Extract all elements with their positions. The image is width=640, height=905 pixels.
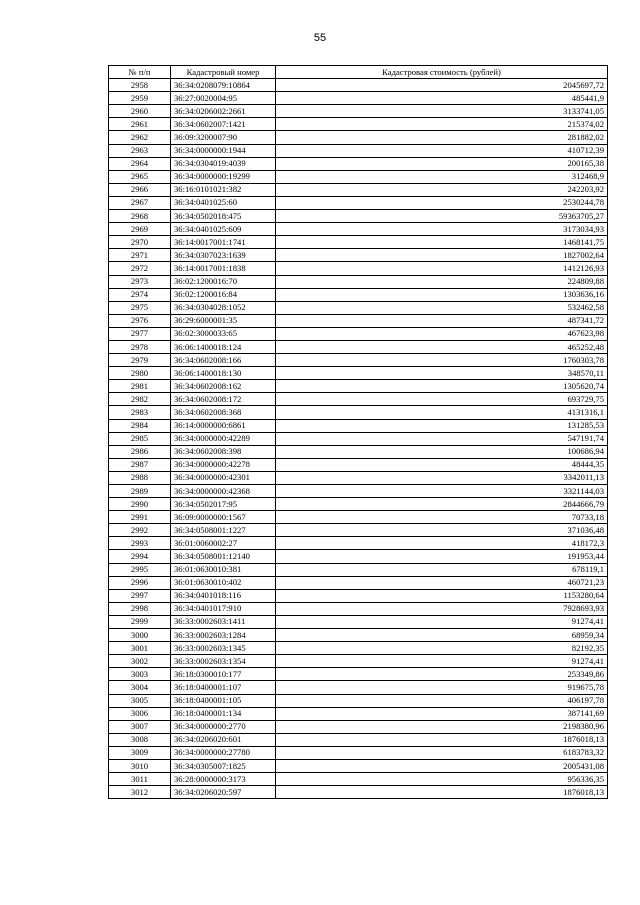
cadastral-value-cell: 693729,75 <box>276 393 608 406</box>
table-row <box>109 746 608 759</box>
cadastral-value-cell: 410712,39 <box>276 144 608 157</box>
row-number-cell: 2977 <box>109 327 171 340</box>
row-number-cell: 3011 <box>109 773 171 786</box>
cadastral-value-cell: 2198380,96 <box>276 720 608 733</box>
row-number-cell: 2986 <box>109 445 171 458</box>
page-number: 55 <box>313 32 327 44</box>
row-number-cell: 2994 <box>109 550 171 563</box>
cadastral-value-cell: 956336,35 <box>276 773 608 786</box>
cadastral-number-cell: 36:27:0020004:95 <box>171 92 276 105</box>
row-number-cell: 2964 <box>109 157 171 170</box>
cadastral-number-cell: 36:34:0208079:10864 <box>171 79 276 92</box>
row-number-cell: 2966 <box>109 183 171 196</box>
cadastral-number-cell: 36:01:0630010:381 <box>171 563 276 576</box>
row-number-cell: 2976 <box>109 314 171 327</box>
cadastral-value-cell: 200165,38 <box>276 157 608 170</box>
cadastral-value-cell: 1876018,13 <box>276 733 608 746</box>
row-number-cell: 2987 <box>109 458 171 471</box>
row-number-cell: 2967 <box>109 196 171 209</box>
cadastral-value-cell: 253349,86 <box>276 668 608 681</box>
table-row <box>109 786 608 799</box>
row-number-cell: 2980 <box>109 367 171 380</box>
table-row <box>109 406 608 419</box>
cadastral-number-cell: 36:34:0000000:42278 <box>171 458 276 471</box>
cadastral-number-cell: 36:01:0630010:402 <box>171 576 276 589</box>
row-number-cell: 3010 <box>109 759 171 772</box>
cadastral-value-cell: 485441,9 <box>276 92 608 105</box>
cadastral-number-cell: 36:34:0502017:95 <box>171 498 276 511</box>
cadastral-value-cell: 2005431,08 <box>276 759 608 772</box>
cadastral-number-cell: 36:14:0017001:1838 <box>171 262 276 275</box>
table-row <box>109 393 608 406</box>
cadastral-number-cell: 36:34:0304028:1052 <box>171 301 276 314</box>
cadastral-value-cell: 312468,9 <box>276 170 608 183</box>
cadastral-number-cell: 36:34:0206020:601 <box>171 733 276 746</box>
table-row <box>109 458 608 471</box>
cadastral-number-cell: 36:18:0400001:134 <box>171 707 276 720</box>
cadastral-number-cell: 36:34:0401025:609 <box>171 223 276 236</box>
cadastral-value-cell: 242203,92 <box>276 183 608 196</box>
table-row <box>109 524 608 537</box>
table-row <box>109 275 608 288</box>
table-row <box>109 419 608 432</box>
table-row <box>109 236 608 249</box>
cadastral-number-cell: 36:34:0000000:2770 <box>171 720 276 733</box>
cadastral-number-cell: 36:18:0300010:177 <box>171 668 276 681</box>
row-number-cell: 3001 <box>109 642 171 655</box>
cadastral-value-cell: 6183783,32 <box>276 746 608 759</box>
table-row <box>109 589 608 602</box>
cadastral-number-cell: 36:33:0002603:1411 <box>171 615 276 628</box>
table-row <box>109 602 608 615</box>
row-number-cell: 2962 <box>109 131 171 144</box>
cadastral-value-cell: 68959,34 <box>276 629 608 642</box>
table-row <box>109 131 608 144</box>
cadastral-number-cell: 36:01:0060002:27 <box>171 537 276 550</box>
cadastral-value-cell: 1468141,75 <box>276 236 608 249</box>
row-number-cell: 2968 <box>109 210 171 223</box>
cadastral-number-cell: 36:34:0206020:597 <box>171 786 276 799</box>
table-row <box>109 301 608 314</box>
cadastral-number-cell: 36:34:0602008:172 <box>171 393 276 406</box>
cadastral-value-cell: 467623,98 <box>276 327 608 340</box>
row-number-cell: 2981 <box>109 380 171 393</box>
cadastral-number-cell: 36:33:0002603:1345 <box>171 642 276 655</box>
table-row <box>109 432 608 445</box>
table-row <box>109 367 608 380</box>
cadastral-value-cell: 1305620,74 <box>276 380 608 393</box>
cadastral-value-cell: 1760303,78 <box>276 354 608 367</box>
cadastral-number-cell: 36:09:3200007:90 <box>171 131 276 144</box>
cadastral-number-cell: 36:33:0002603:1284 <box>171 629 276 642</box>
cadastral-value-cell: 224809,88 <box>276 275 608 288</box>
table-row <box>109 642 608 655</box>
table-row <box>109 537 608 550</box>
table-row <box>109 288 608 301</box>
cadastral-number-cell: 36:34:0602008:162 <box>171 380 276 393</box>
table-row <box>109 105 608 118</box>
cadastral-value-cell: 371036,48 <box>276 524 608 537</box>
cadastral-value-cell: 3173034,93 <box>276 223 608 236</box>
table-row <box>109 681 608 694</box>
row-number-cell: 2992 <box>109 524 171 537</box>
row-number-cell: 2975 <box>109 301 171 314</box>
table-row <box>109 576 608 589</box>
table-row <box>109 720 608 733</box>
cadastral-value-cell: 91274,41 <box>276 655 608 668</box>
row-number-cell: 3002 <box>109 655 171 668</box>
cadastral-value-cell: 1303636,16 <box>276 288 608 301</box>
table-row <box>109 196 608 209</box>
cadastral-value-cell: 215374,02 <box>276 118 608 131</box>
table-row <box>109 563 608 576</box>
cadastral-number-cell: 36:02:1200016:70 <box>171 275 276 288</box>
table-row <box>109 144 608 157</box>
row-number-cell: 2961 <box>109 118 171 131</box>
table-row <box>109 314 608 327</box>
cadastral-value-cell: 406197,78 <box>276 694 608 707</box>
table-row <box>109 694 608 707</box>
row-number-cell: 2958 <box>109 79 171 92</box>
row-number-cell: 2985 <box>109 432 171 445</box>
table-row <box>109 773 608 786</box>
row-number-cell: 3009 <box>109 746 171 759</box>
cadastral-value-cell: 281882,02 <box>276 131 608 144</box>
row-number-cell: 2960 <box>109 105 171 118</box>
row-number-cell: 2982 <box>109 393 171 406</box>
cadastral-value-cell: 465252,48 <box>276 340 608 353</box>
table-row <box>109 511 608 524</box>
row-number-cell: 2969 <box>109 223 171 236</box>
cadastral-value-cell: 387141,69 <box>276 707 608 720</box>
table-row <box>109 223 608 236</box>
cadastral-value-cell: 2844666,79 <box>276 498 608 511</box>
cadastral-number-cell: 36:34:0000000:1944 <box>171 144 276 157</box>
row-number-cell: 2972 <box>109 262 171 275</box>
cadastral-value-cell: 82192,35 <box>276 642 608 655</box>
cadastral-value-cell: 3321144,03 <box>276 485 608 498</box>
table-row <box>109 498 608 511</box>
cadastral-number-cell: 36:34:0307023:1639 <box>171 249 276 262</box>
cadastral-number-cell: 36:34:0000000:42289 <box>171 432 276 445</box>
cadastral-value-cell: 3342011,13 <box>276 471 608 484</box>
cadastral-number-cell: 36:29:6000001:35 <box>171 314 276 327</box>
row-number-cell: 3008 <box>109 733 171 746</box>
cadastral-number-cell: 36:06:1400018:124 <box>171 340 276 353</box>
cadastral-number-cell: 36:34:0401017:910 <box>171 602 276 615</box>
row-number-cell: 2997 <box>109 589 171 602</box>
row-number-cell: 2984 <box>109 419 171 432</box>
row-number-cell: 3006 <box>109 707 171 720</box>
header-cadastral-number: Кадастровый номер <box>171 66 276 79</box>
row-number-cell: 2971 <box>109 249 171 262</box>
table-row <box>109 668 608 681</box>
table-row <box>109 249 608 262</box>
cadastral-value-cell: 1827002,64 <box>276 249 608 262</box>
cadastral-number-cell: 36:34:0602007:1421 <box>171 118 276 131</box>
cadastral-value-table <box>108 65 608 799</box>
cadastral-number-cell: 36:02:3000033:65 <box>171 327 276 340</box>
cadastral-value-cell: 1153280,64 <box>276 589 608 602</box>
row-number-cell: 3004 <box>109 681 171 694</box>
header-cadastral-value: Кадастровая стоимость (рублей) <box>276 66 608 79</box>
cadastral-number-cell: 36:34:0000000:27780 <box>171 746 276 759</box>
cadastral-number-cell: 36:34:0401018:116 <box>171 589 276 602</box>
cadastral-value-cell: 48444,35 <box>276 458 608 471</box>
row-number-cell: 3000 <box>109 629 171 642</box>
cadastral-number-cell: 36:33:0002603:1354 <box>171 655 276 668</box>
table-row <box>109 262 608 275</box>
cadastral-number-cell: 36:34:0304019:4039 <box>171 157 276 170</box>
row-number-cell: 2995 <box>109 563 171 576</box>
cadastral-number-cell: 36:28:0000000:3173 <box>171 773 276 786</box>
row-number-cell: 3005 <box>109 694 171 707</box>
row-number-cell: 2973 <box>109 275 171 288</box>
table-row <box>109 615 608 628</box>
row-number-cell: 2991 <box>109 511 171 524</box>
cadastral-number-cell: 36:18:0400001:107 <box>171 681 276 694</box>
row-number-cell: 2970 <box>109 236 171 249</box>
table-row <box>109 340 608 353</box>
row-number-cell: 2993 <box>109 537 171 550</box>
cadastral-value-cell: 460721,23 <box>276 576 608 589</box>
row-number-cell: 2978 <box>109 340 171 353</box>
cadastral-value-cell: 191953,44 <box>276 550 608 563</box>
cadastral-value-cell: 91274,41 <box>276 615 608 628</box>
cadastral-value-cell: 7928693,93 <box>276 602 608 615</box>
table-row <box>109 445 608 458</box>
row-number-cell: 2974 <box>109 288 171 301</box>
table-row <box>109 183 608 196</box>
cadastral-value-cell: 131285,53 <box>276 419 608 432</box>
cadastral-number-cell: 36:34:0602008:368 <box>171 406 276 419</box>
cadastral-value-cell: 919675,78 <box>276 681 608 694</box>
cadastral-value-cell: 59363705,27 <box>276 210 608 223</box>
cadastral-number-cell: 36:18:0400001:105 <box>171 694 276 707</box>
row-number-cell: 2983 <box>109 406 171 419</box>
cadastral-value-cell: 2530244,78 <box>276 196 608 209</box>
table-row <box>109 118 608 131</box>
row-number-cell: 3003 <box>109 668 171 681</box>
cadastral-value-cell: 3133741,05 <box>276 105 608 118</box>
table-row <box>109 629 608 642</box>
cadastral-value-cell: 418172,3 <box>276 537 608 550</box>
cadastral-value-cell: 2045697,72 <box>276 79 608 92</box>
row-number-cell: 2999 <box>109 615 171 628</box>
table-row <box>109 327 608 340</box>
cadastral-number-cell: 36:34:0602008:398 <box>171 445 276 458</box>
table-row <box>109 92 608 105</box>
table-row <box>109 655 608 668</box>
cadastral-number-cell: 36:34:0508001:12140 <box>171 550 276 563</box>
cadastral-value-cell: 70733,18 <box>276 511 608 524</box>
cadastral-number-cell: 36:09:0000000:1567 <box>171 511 276 524</box>
cadastral-value-cell: 4131316,1 <box>276 406 608 419</box>
cadastral-number-cell: 36:34:0508001:1227 <box>171 524 276 537</box>
table-row <box>109 759 608 772</box>
cadastral-number-cell: 36:34:0502018:475 <box>171 210 276 223</box>
cadastral-number-cell: 36:06:1400018:130 <box>171 367 276 380</box>
row-number-cell: 2965 <box>109 170 171 183</box>
table-row <box>109 210 608 223</box>
table-row <box>109 170 608 183</box>
table-row <box>109 485 608 498</box>
cadastral-number-cell: 36:02:1200016:84 <box>171 288 276 301</box>
cadastral-number-cell: 36:34:0000000:19299 <box>171 170 276 183</box>
table-row <box>109 380 608 393</box>
row-number-cell: 2989 <box>109 485 171 498</box>
table-row <box>109 157 608 170</box>
table-header-row <box>109 66 608 79</box>
cadastral-number-cell: 36:34:0206002:2661 <box>171 105 276 118</box>
table-body <box>109 79 608 799</box>
cadastral-value-cell: 1876018,13 <box>276 786 608 799</box>
cadastral-value-cell: 1412126,93 <box>276 262 608 275</box>
cadastral-value-cell: 532462,58 <box>276 301 608 314</box>
cadastral-value-cell: 487341,72 <box>276 314 608 327</box>
cadastral-number-cell: 36:34:0000000:42301 <box>171 471 276 484</box>
row-number-cell: 2959 <box>109 92 171 105</box>
row-number-cell: 2998 <box>109 602 171 615</box>
row-number-cell: 3007 <box>109 720 171 733</box>
table-row <box>109 707 608 720</box>
row-number-cell: 2988 <box>109 471 171 484</box>
cadastral-number-cell: 36:14:0000000:6861 <box>171 419 276 432</box>
row-number-cell: 2979 <box>109 354 171 367</box>
cadastral-number-cell: 36:34:0000000:42368 <box>171 485 276 498</box>
cadastral-number-cell: 36:16:0101021:382 <box>171 183 276 196</box>
cadastral-value-cell: 547191,74 <box>276 432 608 445</box>
table-row <box>109 354 608 367</box>
cadastral-number-cell: 36:34:0305007:1825 <box>171 759 276 772</box>
cadastral-number-cell: 36:34:0401025:60 <box>171 196 276 209</box>
table-row <box>109 550 608 563</box>
header-row-number: № п/п <box>109 66 171 79</box>
table-row <box>109 733 608 746</box>
cadastral-value-cell: 678119,1 <box>276 563 608 576</box>
cadastral-value-cell: 348570,11 <box>276 367 608 380</box>
cadastral-value-cell: 100686,94 <box>276 445 608 458</box>
row-number-cell: 2996 <box>109 576 171 589</box>
table-row <box>109 79 608 92</box>
table-row <box>109 471 608 484</box>
row-number-cell: 2990 <box>109 498 171 511</box>
row-number-cell: 2963 <box>109 144 171 157</box>
row-number-cell: 3012 <box>109 786 171 799</box>
cadastral-number-cell: 36:34:0602008:166 <box>171 354 276 367</box>
cadastral-number-cell: 36:14:0017001:1741 <box>171 236 276 249</box>
